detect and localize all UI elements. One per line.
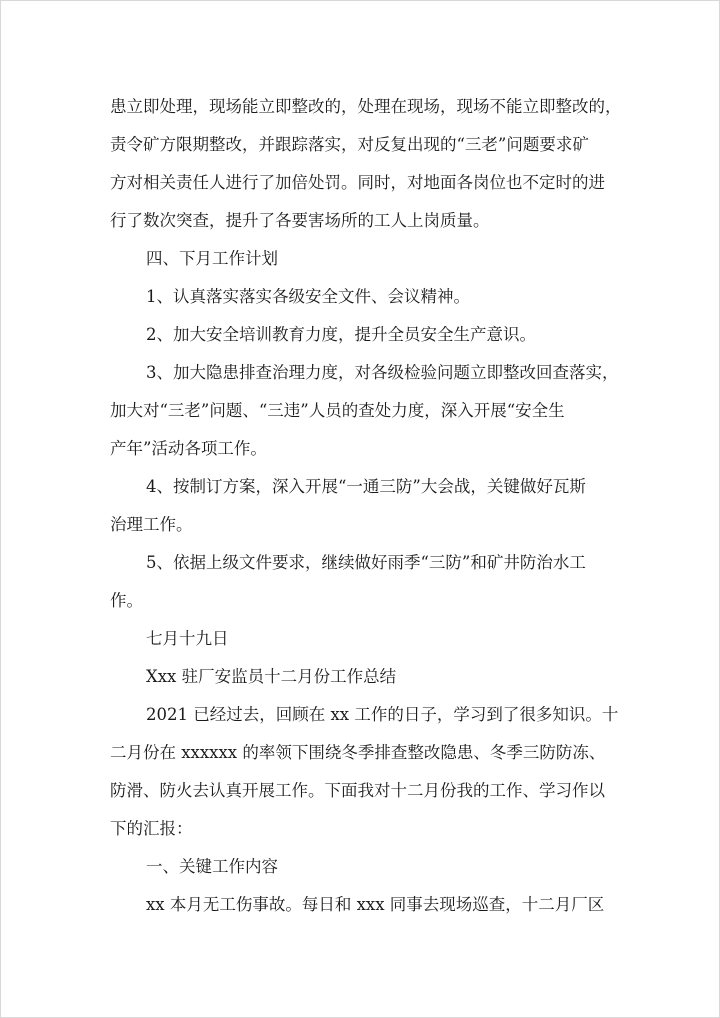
text-line: 作。 — [110, 591, 143, 610]
text-line: 二月份在 xxxxxx 的率领下围绕冬季排查整改隐患、冬季三防防冻、 — [110, 743, 606, 762]
list-item: 3、加大隐患排查治理力度，对各级检验问题立即整改回查落实， — [146, 363, 619, 382]
text-line: 责令矿方限期整改，并跟踪落实，对反复出现的“三老”问题要求矿 — [110, 135, 589, 154]
text-line: 治理工作。 — [110, 515, 193, 534]
list-item: 1、认真落实落实各级安全文件、会议精神。 — [146, 287, 470, 306]
text-line: 加大对“三老”问题、“三违”人员的查处力度，深入开展“安全生 — [110, 401, 565, 420]
list-item: 5、依据上级文件要求，继续做好雨季“三防”和矿井防治水工 — [146, 553, 586, 572]
text-line: xx 本月无工伤事故。每日和 xxx 同事去现场巡查，十二月厂区 — [146, 895, 605, 914]
section-heading: 四、下月工作计划 — [146, 249, 278, 268]
text-line: 患立即处理，现场能立即整改的，处理在现场，现场不能立即整改的， — [110, 97, 622, 116]
text-line: 防滑、防火去认真开展工作。下面我对十二月份我的工作、学习作以 — [110, 781, 605, 800]
text-line: 2021 已经过去，回顾在 xx 工作的日子，学习到了很多知识。十 — [146, 705, 619, 724]
document-title: Xxx 驻厂安监员十二月份工作总结 — [146, 667, 397, 686]
text-line: 方对相关责任人进行了加倍处罚。同时，对地面各岗位也不定时的进 — [110, 173, 605, 192]
text-line: 下的汇报： — [110, 819, 193, 838]
section-heading: 一、关键工作内容 — [146, 857, 278, 876]
list-item: 2、加大安全培训教育力度，提升全员安全生产意识。 — [146, 325, 536, 344]
list-item: 4、按制订方案，深入开展“一通三防”大会战，关键做好瓦斯 — [146, 477, 586, 496]
text-line: 产年”活动各项工作。 — [110, 439, 267, 458]
date-line: 七月十九日 — [146, 629, 229, 648]
text-line: 行了数次突查，提升了各要害场所的工人上岗质量。 — [110, 211, 490, 230]
